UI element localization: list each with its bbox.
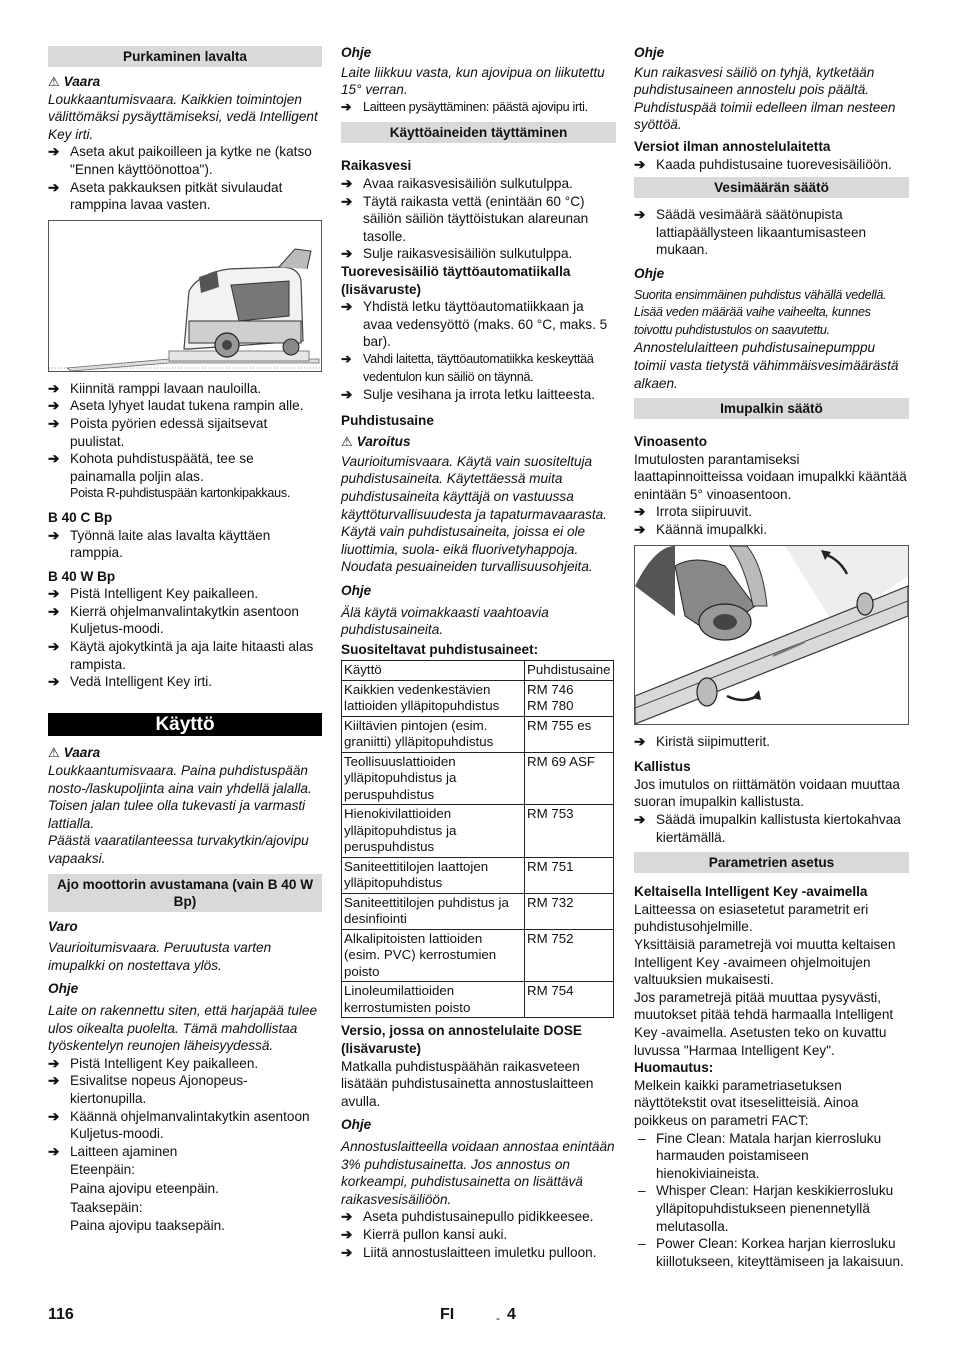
section-heading-squeegee: Imupalkin säätö <box>634 398 909 419</box>
arrow-icon: ➔ <box>341 1209 353 1225</box>
step <box>48 638 322 673</box>
step <box>48 1108 322 1143</box>
step <box>48 673 322 691</box>
arrow-icon: ➔ <box>48 639 60 655</box>
list-item-text: Whisper Clean: Harjan keskikierrosluku ylläpitopuhdistukseen pienennetyllä melutasolla. <box>656 1183 894 1234</box>
arrow-icon: ➔ <box>341 387 353 403</box>
warning-triangle-icon: ⚠ <box>48 745 60 761</box>
table-cell-detergent: RM 746 RM 780 <box>525 680 614 716</box>
table-cell-use: Linoleumilattioiden kerrostumisten poisto <box>342 982 525 1018</box>
step-list <box>634 156 909 174</box>
note-text: Laite liikkuu vasta, kun ajovipua on liikutettu 15° verran. <box>341 64 605 98</box>
arrow-icon: ➔ <box>341 99 352 114</box>
step-text: Aseta lyhyet laudat tukena rampin alle. <box>70 398 304 414</box>
table-cell-use: Saniteettitilojen laattojen ylläpitopuhdistus <box>342 857 525 893</box>
warning-text: Vaurioitumisvaara. Käytä vain suositeltuja puhdistusaineita. Käytettäessä muita puhdistusaineita käyttäjä on vastuussa käyttöturvallisuudesta ja tapaturmavaarasta. Käytä vain puhdistusaineita, joissa ei ole liuottimia, suola- eikä fluorivetyhappoja. Noudata pesuaineiden turvallisuusohjeita. <box>341 453 607 575</box>
table-row <box>342 752 614 805</box>
arrow-icon: ➔ <box>48 179 60 195</box>
column-1 <box>48 44 322 1235</box>
dash-bullet: – <box>638 1183 646 1199</box>
step-text: Liitä annostuslaitteen imuletku pulloon. <box>363 1244 597 1260</box>
table-body <box>342 680 614 1018</box>
step-text: Pistä Intelligent Key paikalleen. <box>70 586 259 602</box>
section-heading-motor: Ajo moottorin avustamana (vain B 40 W Bp) <box>48 874 322 912</box>
table-row <box>342 929 614 982</box>
note-label: Ohje <box>341 1117 372 1133</box>
danger-text: Päästä vaaratilanteessa turvakytkin/ajovipu vapaaksi. <box>48 833 309 866</box>
step <box>48 527 322 562</box>
oblique-text: Imutulosten parantamiseksi laattapinnoitteissa voidaan imupalkki kääntää enintään 5° vinoasentoon. <box>634 451 907 502</box>
danger-text: Loukkaantumisvaara. Kaikkien toimintojen välittömäksi pysäyttämiseksi, vedä Intelligent Key irti. <box>48 91 318 142</box>
step-list <box>634 733 909 751</box>
arrow-icon: ➔ <box>634 733 646 749</box>
table-cell-use: Saniteettitilojen puhdistus ja desinfiointi <box>342 893 525 929</box>
footer-separator: - <box>496 1311 500 1325</box>
arrow-icon: ➔ <box>634 156 646 172</box>
list-item <box>634 1235 909 1270</box>
params-text: Yksittäisiä parametrejä voi muutta keltaisen Intelligent Key -avaimeen ohjelmoitujen valtuuksien mukaisesti. <box>634 937 896 988</box>
table-cell-use: Alkalipitoisten lattioiden (esim. PVC) kerrostumien poisto <box>342 929 525 982</box>
recommended-title: Suositeltavat puhdistusaineet: <box>341 641 539 657</box>
section-heading-fill: Käyttöaineiden täyttäminen <box>341 122 616 143</box>
arrow-icon: ➔ <box>634 812 646 828</box>
note-text: Laite on rakennettu siten, että harjapää tulee ulos oikealta puolelta. Tämä mahdollistaa työskentelyn reunojen läheisyydessä. <box>48 1002 318 1054</box>
caution-label: Varo <box>48 918 78 934</box>
arrow-icon: ➔ <box>48 674 60 690</box>
arrow-icon: ➔ <box>48 586 60 602</box>
sub-heading-oblique: Vinoasento <box>634 434 708 450</box>
step-text: Täytä raikasta vettä (enintään 60 °C) säiliön säiliön täyttöistukan alareunan tasolle. <box>363 193 589 244</box>
sub-heading-raikasvesi: Raikasvesi <box>341 158 412 174</box>
note-text: Kun raikasvesi säiliö on tyhjä, kytketään puhdistusaineen annostelu pois päältä. Puhdistuspää toimii edelleen ilman nesteen syöttöä. <box>634 64 896 133</box>
step-text: Yhdistä letku täyttöautomatiikkaan ja avaa vedensyöttö (maks. 60 °C, maks. 5 bar). <box>363 299 608 350</box>
model-heading-b40w: B 40 W Bp <box>48 568 116 584</box>
arrow-icon: ➔ <box>48 1055 60 1071</box>
step-text: Kierrä ohjelmanvalintakytkin asentoon Kuljetus-moodi. <box>70 603 299 637</box>
step-list <box>48 380 322 486</box>
danger-text: Loukkaantumisvaara. Paina puhdistuspään nosto-/laskupoljinta aina vain yhdellä jalalla. Toisen jalan tulee olla tukevasti ja varmasti lattialla. <box>48 763 312 831</box>
step <box>634 503 909 521</box>
table-header-detergent: Puhdistusaine <box>525 661 614 681</box>
arrow-icon: ➔ <box>48 451 60 467</box>
list-item-text: Fine Clean: Matala harjan kierrosluku harmauden poistamiseen hienokiviaineista. <box>656 1130 882 1181</box>
arrow-icon: ➔ <box>341 193 353 209</box>
dose-text: Matkalla puhdistuspäähän raikasveteen lisätään puhdistusainetta annostuslaitteen avulla. <box>341 1058 594 1109</box>
language-code: FI <box>440 1306 455 1323</box>
note-r-head: Poista R-puhdistuspään kartonkipakkaus. <box>70 486 291 501</box>
column-3 <box>634 44 909 1270</box>
sub-heading-nodose: Versiot ilman annostelulaitetta <box>634 138 831 154</box>
table-cell-detergent: RM 732 <box>525 893 614 929</box>
arrow-icon: ➔ <box>634 522 646 538</box>
backward-text: Paina ajovipu taaksepäin. <box>70 1218 225 1234</box>
step <box>634 521 909 539</box>
step <box>341 1226 616 1244</box>
table-header-row <box>342 661 614 681</box>
detergent-table <box>341 660 614 1018</box>
step-text: Poista pyörien edessä sijaitsevat puulistat. <box>70 415 268 449</box>
step-text: Kaada puhdistusaine tuorevesisäiliöön. <box>656 156 892 172</box>
step <box>48 179 322 214</box>
step <box>341 351 616 386</box>
step <box>341 175 616 193</box>
step-text: Vahdi laitetta, täyttöautomatiikka keskeyttää vedentulon kun säiliö on täynnä. <box>363 351 594 384</box>
remark-text: Melkein kaikki parametriasetuksen näyttötekstit ovat itseselitteisiä. Ainoa poikkeus on parametri FACT: <box>634 1077 859 1128</box>
table-header-use: Käyttö <box>342 661 525 681</box>
forward-text: Paina ajovipu eteenpäin. <box>70 1180 219 1196</box>
squeegee-figure <box>634 545 909 725</box>
arrow-icon: ➔ <box>341 299 353 315</box>
remark-label: Huomautus: <box>634 1060 714 1076</box>
step <box>341 1244 616 1262</box>
note-label: Ohje <box>341 45 372 60</box>
chapter-heading-operation: Käyttö <box>48 713 322 737</box>
note-text: Annostelulaitteen puhdistusainepumppu toimii vasta tietystä vähimmäisvesimäärästä alkaen. <box>634 340 899 391</box>
caution-text: Vaurioitumisvaara. Peruutusta varten imupalkki on nostettava ylös. <box>48 940 272 973</box>
step <box>48 415 322 450</box>
step <box>634 156 909 174</box>
arrow-icon: ➔ <box>48 144 60 160</box>
table-cell-detergent: RM 752 <box>525 929 614 982</box>
sub-heading-detergent: Puhdistusaine <box>341 412 434 428</box>
table-cell-use: Kaikkien vedenkestävien lattioiden ylläpitopuhdistus <box>342 680 525 716</box>
step-list <box>48 143 322 213</box>
step-text: Käännä imupalkki. <box>656 522 768 538</box>
arrow-icon: ➔ <box>48 603 60 619</box>
note-text: Suorita ensimmäinen puhdistus vähällä vedellä. Lisää veden määrää vaihe vaiheelta, kunnes toivottu puhdistustulos on saavutettu. <box>634 287 887 337</box>
step-list <box>341 1208 616 1261</box>
step <box>48 1072 322 1107</box>
step-text: Aseta puhdistusainepullo pidikkeesee. <box>363 1209 594 1225</box>
table-row <box>342 716 614 752</box>
step <box>341 386 616 404</box>
step <box>341 193 616 246</box>
table-cell-use: Hienokivilattioiden ylläpitopuhdistus ja peruspuhdistus <box>342 805 525 858</box>
step <box>341 245 616 263</box>
table-cell-detergent: RM 754 <box>525 982 614 1018</box>
danger-label: ⚠ Vaara <box>48 745 101 761</box>
sub-heading-tilt: Kallistus <box>634 759 691 775</box>
step <box>48 380 322 398</box>
arrow-icon: ➔ <box>341 1244 353 1260</box>
table-row <box>342 805 614 858</box>
step <box>48 603 322 638</box>
table-cell-use: Teollisuuslattioiden ylläpitopuhdistus ja peruspuhdistus <box>342 752 525 805</box>
arrow-icon: ➔ <box>48 527 60 543</box>
dash-bullet: – <box>638 1130 646 1146</box>
step-text: Säädä imupalkin kallistusta kiertokahvaa kiertämällä. <box>656 812 901 845</box>
note-label: Ohje <box>48 981 79 997</box>
step-text: Kierrä pullon kansi auki. <box>363 1226 508 1242</box>
params-text: Laitteessa on esiasetetut parametrit eri puhdistusohjelmille. <box>634 901 869 935</box>
step-list <box>48 585 322 691</box>
step-text: Laitteen ajaminen <box>70 1143 178 1159</box>
warning-triangle-icon: ⚠ <box>341 434 353 450</box>
column-2 <box>341 44 616 1261</box>
step-text: Aseta pakkauksen pitkät sivulaudat ramppina lavaa vasten. <box>70 179 283 213</box>
arrow-icon: ➔ <box>48 398 60 414</box>
note-label: Ohje <box>341 583 372 599</box>
step-list <box>634 811 909 846</box>
arrow-icon: ➔ <box>48 380 60 396</box>
table-cell-detergent: RM 753 <box>525 805 614 858</box>
model-heading-b40c: B 40 C Bp <box>48 509 113 525</box>
arrow-icon: ➔ <box>341 175 353 191</box>
step <box>341 298 616 351</box>
step <box>48 143 322 178</box>
fact-list <box>634 1130 909 1271</box>
step: ➔ Laitteen pysäyttäminen: päästä ajovipu irti. <box>341 99 616 117</box>
warning-triangle-icon: ⚠ <box>48 74 60 89</box>
table-row <box>342 893 614 929</box>
arrow-icon: ➔ <box>341 351 352 366</box>
step-text: Kiristä siipimutterit. <box>656 733 771 749</box>
machine-on-pallet-illustration <box>49 221 321 371</box>
arrow-icon: ➔ <box>48 1143 60 1159</box>
step <box>48 1055 322 1073</box>
step-text: Säädä vesimäärä säätönupista lattiapäällysteen likaantumisasteen mukaan. <box>656 207 867 258</box>
step <box>634 811 909 846</box>
step-text: Avaa raikasvesisäiliön sulkutulppa. <box>363 175 573 191</box>
sub-heading-yellow-key: Keltaisella Intelligent Key -avaimella <box>634 884 868 900</box>
arrow-icon: ➔ <box>48 1073 60 1089</box>
note-label: Ohje <box>634 265 665 281</box>
backward-label: Taaksepäin: <box>70 1199 143 1215</box>
note-text: Älä käytä voimakkaasti vaahtoavia puhdistusaineita. <box>341 604 549 638</box>
table-cell-detergent: RM 755 es <box>525 716 614 752</box>
step-list <box>48 527 322 562</box>
table-row <box>342 857 614 893</box>
section-page-number: 4 <box>507 1306 516 1323</box>
step-list <box>634 503 909 538</box>
arrow-icon: ➔ <box>48 1108 60 1124</box>
step-text: Esivalitse nopeus Ajonopeus-kiertonupilla. <box>70 1073 248 1106</box>
arrow-icon: ➔ <box>634 207 646 223</box>
step-list <box>341 175 616 263</box>
table-cell-use: Kiiltävien pintojen (esim. graniitti) ylläpitopuhdistus <box>342 716 525 752</box>
list-item <box>634 1182 909 1235</box>
table-cell-detergent: RM 751 <box>525 857 614 893</box>
step-list <box>341 298 616 404</box>
arrow-icon: ➔ <box>341 246 353 262</box>
section-heading-params: Parametrien asetus <box>634 852 909 873</box>
table-row <box>342 680 614 716</box>
step-text: Sulje vesihana ja irrota letku laitteesta. <box>363 387 595 403</box>
step-list <box>48 1055 322 1161</box>
page-number: 116 <box>48 1306 74 1323</box>
step-text: Työnnä laite alas lavalta käyttäen ramppia. <box>70 527 271 561</box>
forward-label: Eteenpäin: <box>70 1162 136 1178</box>
sub-heading-auto-fill: Tuorevesisäiliö täyttöautomatiikalla (lisävaruste) <box>341 263 571 297</box>
danger-label: ⚠ Vaara <box>48 74 101 89</box>
list-item <box>634 1130 909 1183</box>
section-heading-unpack: Purkaminen lavalta <box>48 46 322 67</box>
note-label: Ohje <box>634 45 665 60</box>
step-text: Irrota siipiruuvit. <box>656 504 752 520</box>
step-list <box>634 206 909 259</box>
step-text: Kohota puhdistuspäätä, tee se painamalla poljin alas. <box>70 451 254 484</box>
section-heading-water: Vesimäärän säätö <box>634 177 909 198</box>
step-text: Vedä Intelligent Key irti. <box>70 674 213 690</box>
pallet-ramp-figure <box>48 220 322 372</box>
warning-label: ⚠ Varoitus <box>341 434 411 450</box>
arrow-icon: ➔ <box>341 1226 353 1242</box>
squeegee-adjustment-illustration <box>635 546 908 724</box>
sub-heading-dose: Versio, jossa on annostelulaite DOSE (lisävaruste) <box>341 1023 582 1056</box>
arrow-icon: ➔ <box>634 504 646 520</box>
step-text: Sulje raikasvesisäiliön sulkutulppa. <box>363 246 573 262</box>
dash-bullet: – <box>638 1236 646 1252</box>
step-text: Kiinnitä ramppi lavaan nauloilla. <box>70 380 262 396</box>
table-cell-detergent: RM 69 ASF <box>525 752 614 805</box>
table-row <box>342 982 614 1018</box>
step <box>48 397 322 415</box>
list-item-text: Power Clean: Korkea harjan kierrosluku kiillotukseen, kiteyttämiseen ja lakaisuun. <box>656 1236 904 1269</box>
step-text: Aseta akut paikoilleen ja kytke ne (katso "Ennen käyttöönottoa"). <box>70 144 312 177</box>
step <box>48 450 322 485</box>
step-text: Käännä ohjelmanvalintakytkin asentoon Kuljetus-moodi. <box>70 1108 310 1142</box>
note-text: Annostuslaitteella voidaan annostaa enintään 3% puhdistusainetta. Jos annostus on korkeampi, puhdistusainetta on lisättävä raikasvesisäiliöön. <box>341 1138 615 1207</box>
step <box>341 1208 616 1226</box>
arrow-icon: ➔ <box>48 415 60 431</box>
step-text: Käytä ajokytkintä ja aja laite hitaasti alas rampista. <box>70 639 314 672</box>
step <box>634 206 909 259</box>
step <box>48 1143 322 1161</box>
tilt-text: Jos imutulos on riittämätön voidaan muuttaa suoran imupalkin kallistusta. <box>634 776 900 810</box>
params-text: Jos parametrejä pitää muuttaa pysyvästi, muutokset pitää tehdä harmaalla Intelligent Key -avaimella. Asetusten teko on kuvattu luvussa "Harmaa Intelligent Key". <box>634 989 894 1058</box>
step <box>634 733 909 751</box>
step-text: Pistä Intelligent Key paikalleen. <box>70 1055 259 1071</box>
step <box>48 585 322 603</box>
